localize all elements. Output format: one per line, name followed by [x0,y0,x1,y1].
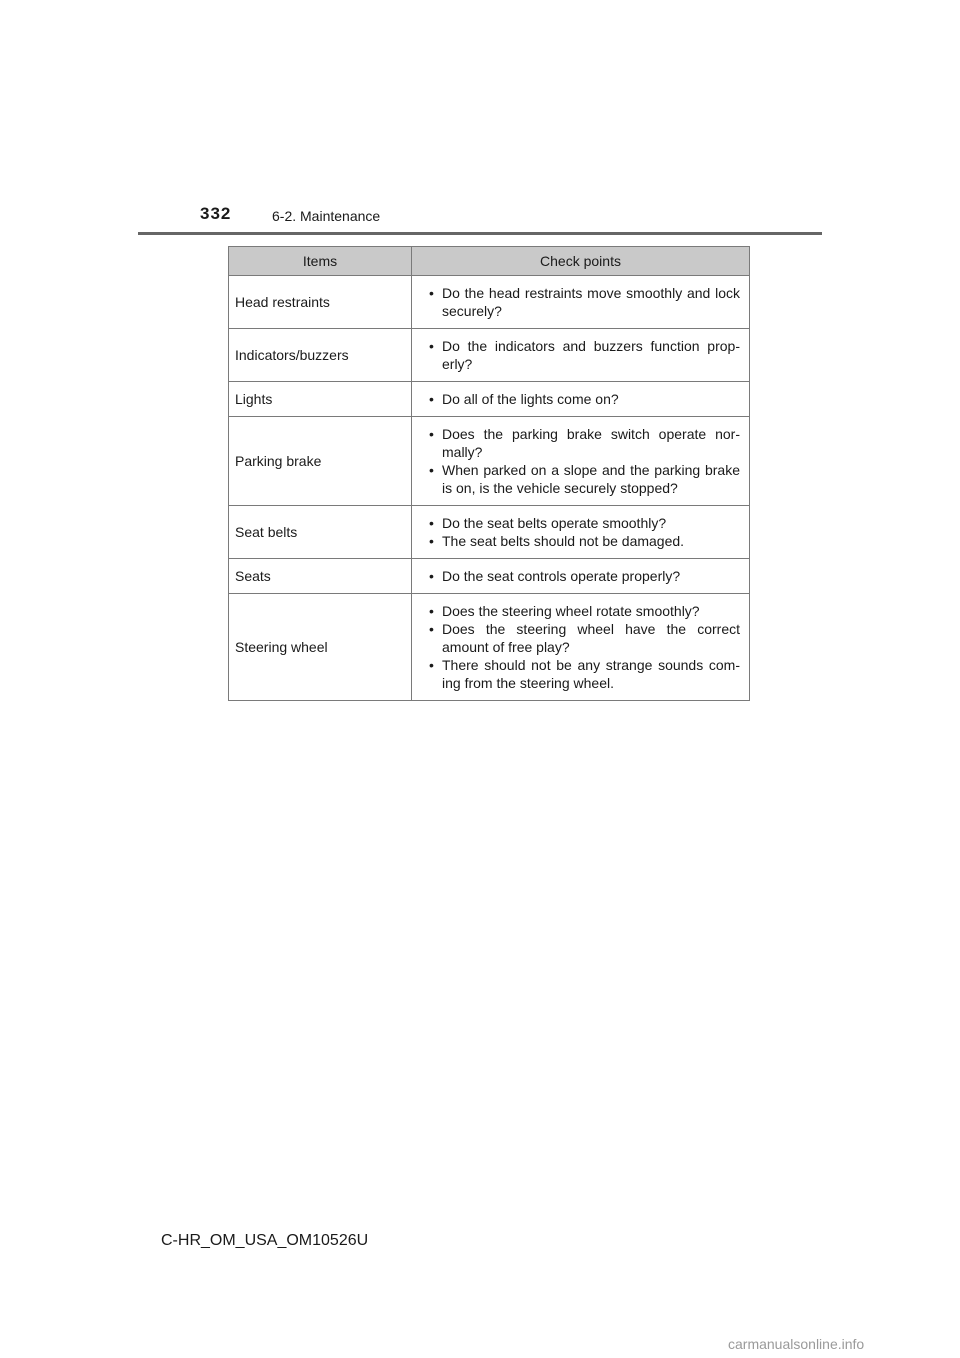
table-body [229,276,750,701]
check-point [429,514,740,532]
check-point [429,656,740,692]
bullet-icon: • [429,285,434,301]
bullet-icon: • [429,462,434,478]
table-header-row [229,247,750,276]
column-header-items: Items [229,247,412,276]
check-points-cell [412,559,750,594]
header-divider [138,232,822,235]
check-points-cell [412,506,750,559]
check-point-text: Does the steering wheel have the correct amount of free play? [442,621,740,655]
bullet-icon: • [429,603,434,619]
check-point [429,425,740,461]
check-point [429,567,740,585]
check-point-text: Do the head restraints move smoothly and lock securely? [442,285,740,319]
item-cell: Head restraints [229,276,412,329]
table-row [229,417,750,506]
item-cell: Steering wheel [229,594,412,701]
page-header [138,204,822,234]
check-point-text: Do all of the lights come on? [442,391,619,407]
check-points-cell [412,594,750,701]
check-point-text: There should not be any strange sounds com-ing from the steering wheel. [442,657,740,691]
bullet-icon: • [429,391,434,407]
check-points-cell [412,417,750,506]
check-point [429,337,740,373]
bullet-icon: • [429,515,434,531]
bullet-icon: • [429,426,434,442]
item-cell: Seat belts [229,506,412,559]
item-cell: Indicators/buzzers [229,329,412,382]
check-points-cell [412,276,750,329]
check-points-cell [412,329,750,382]
bullet-icon: • [429,533,434,549]
check-point-text: Do the indicators and buzzers function prop-erly? [442,338,740,372]
document-code: C-HR_OM_USA_OM10526U [161,1232,369,1249]
bullet-icon: • [429,568,434,584]
check-point-text: Do the seat controls operate properly? [442,568,681,584]
page-number: 332 [200,204,232,223]
check-point [429,602,740,620]
bullet-icon: • [429,621,434,637]
check-point-text: Does the parking brake switch operate nor-mally? [442,426,740,460]
check-point-text: The seat belts should not be damaged. [442,533,685,549]
check-point-text: Do the seat belts operate smoothly? [442,515,667,531]
item-cell: Seats [229,559,412,594]
bullet-icon: • [429,338,434,354]
check-points-table [228,246,750,701]
bullet-icon: • [429,657,434,673]
item-cell: Lights [229,382,412,417]
check-point [429,532,740,550]
column-header-check-points: Check points [412,247,750,276]
watermark-link[interactable]: carmanualsonline.info [728,1336,865,1352]
table-row [229,329,750,382]
table-row [229,594,750,701]
check-point [429,620,740,656]
table-row [229,382,750,417]
item-cell: Parking brake [229,417,412,506]
check-point [429,390,740,408]
check-points-cell [412,382,750,417]
check-point-text: When parked on a slope and the parking brake is on, is the vehicle securely stopped? [442,462,740,496]
table-row [229,506,750,559]
table-row [229,276,750,329]
check-point-text: Does the steering wheel rotate smoothly? [442,603,700,619]
section-title: 6-2. Maintenance [272,208,381,224]
table-row [229,559,750,594]
check-point [429,284,740,320]
check-point [429,461,740,497]
